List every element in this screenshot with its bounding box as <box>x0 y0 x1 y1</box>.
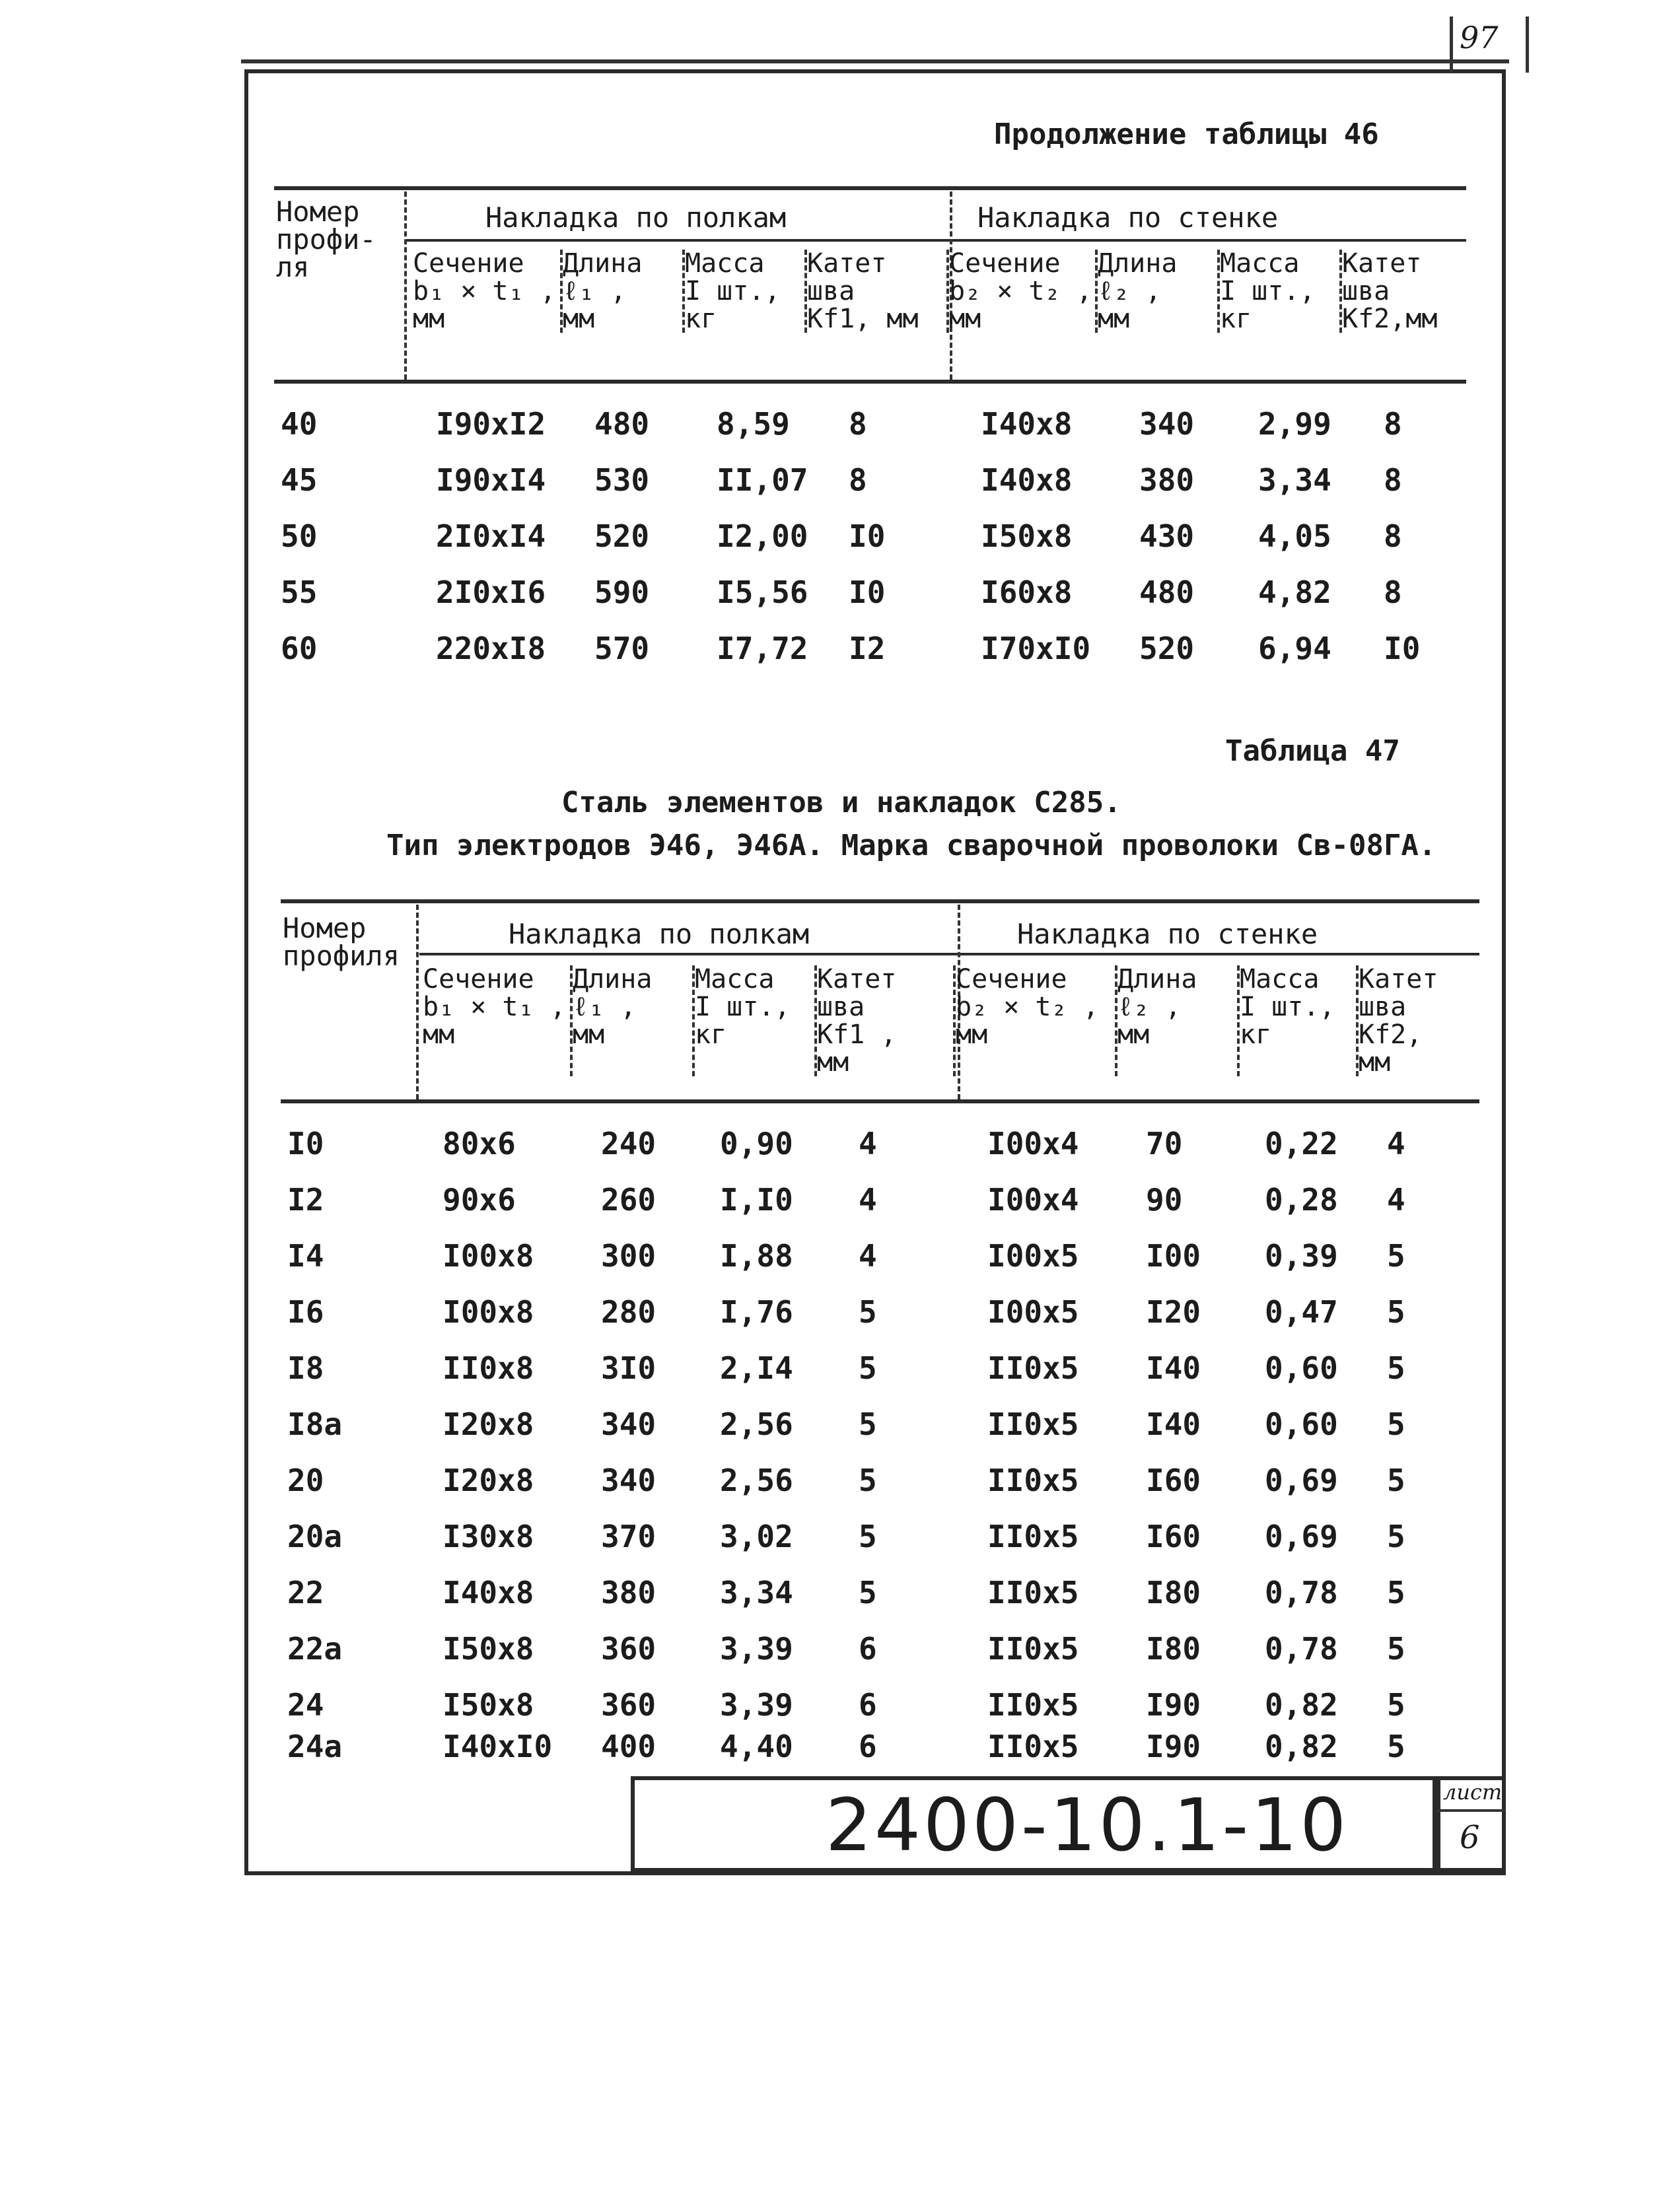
table46-sub-mass2: Масса I шт., кг <box>1220 248 1316 334</box>
table47-row-cell: I90 <box>1146 1729 1201 1764</box>
table46-row-cell: II,07 <box>717 462 808 498</box>
table47-row-cell: 5 <box>1387 1729 1405 1764</box>
sheet-number: 6 <box>1460 1819 1480 1856</box>
table46-row-cell: 480 <box>1139 574 1195 610</box>
table47-row-cell: 5 <box>1387 1519 1405 1554</box>
table47-row-cell: 4 <box>1387 1182 1405 1218</box>
table47-row-cell: I40xI0 <box>443 1729 553 1764</box>
table46-row-cell: 4,82 <box>1258 574 1331 610</box>
table46-row-cell: I60x8 <box>981 574 1073 610</box>
table47-row-cell: 400 <box>601 1729 656 1764</box>
table47-row-cell: II0x5 <box>987 1350 1079 1386</box>
table47-row-cell: 6 <box>859 1729 877 1764</box>
table47-row-cell: 360 <box>601 1687 656 1723</box>
table46-row-cell: 570 <box>594 631 650 666</box>
table46-row-cell: 8 <box>1384 406 1402 442</box>
table47-row-cell: 4,40 <box>720 1729 793 1764</box>
table46-row-cell: I0 <box>849 518 886 554</box>
table47-row-cell: 5 <box>859 1519 877 1554</box>
table46-sub-section1: Сечение b₁ × t₁ , мм <box>413 248 556 334</box>
table47-row-cell: 20a <box>287 1519 343 1554</box>
table47-row-cell: II0x8 <box>443 1350 534 1386</box>
table46-sub-length2: Длина ℓ₂ , мм <box>1098 248 1178 334</box>
table47-row-cell: 0,60 <box>1265 1406 1338 1442</box>
table47-row-cell: I8a <box>287 1406 343 1442</box>
table47-row-cell: 0,82 <box>1265 1729 1338 1764</box>
table46-row-cell: 60 <box>281 631 318 666</box>
table46-row-cell: I5,56 <box>717 574 808 610</box>
table47-row-cell: 0,22 <box>1265 1126 1338 1161</box>
table47-row-cell: 5 <box>1387 1687 1405 1723</box>
document-code: 2400-10.1-10 <box>826 1783 1349 1867</box>
table47-row-cell: I80 <box>1146 1631 1201 1667</box>
sheet-label: лист <box>1443 1780 1503 1805</box>
table47-row-cell: 0,78 <box>1265 1575 1338 1610</box>
table46-row-cell: I90xI4 <box>436 462 546 498</box>
table47-row-cell: 3,39 <box>720 1687 793 1723</box>
table47-row-cell: 70 <box>1146 1126 1183 1161</box>
table47-row-cell: 5 <box>1387 1575 1405 1610</box>
table47-row-cell: I00x8 <box>443 1294 534 1330</box>
table46-row-cell: 8,59 <box>717 406 790 442</box>
table47-row-cell: I80 <box>1146 1575 1201 1610</box>
table47-row-cell: II0x5 <box>987 1519 1079 1554</box>
table47-row-cell: 240 <box>601 1126 656 1161</box>
table46-vsep-0 <box>404 191 407 380</box>
table47-sub-weld1: Катет шва Kf1 , мм <box>817 964 897 1078</box>
table47-row-cell: 3,34 <box>720 1575 793 1610</box>
table47-sub-length2: Длина ℓ₂ , мм <box>1117 964 1197 1050</box>
table47-row-cell: I00x4 <box>987 1182 1079 1218</box>
table46-row-cell: 6,94 <box>1258 631 1331 666</box>
table47-row-cell: 90x6 <box>443 1182 516 1218</box>
table47-row-cell: 0,28 <box>1265 1182 1338 1218</box>
table47-sub-mass2: Масса I шт., кг <box>1240 964 1335 1050</box>
table47-row-cell: I40x8 <box>443 1575 534 1610</box>
table46-row-cell: 2I0xI4 <box>436 518 546 554</box>
table47-row-cell: I00x4 <box>987 1126 1079 1161</box>
table47-row-cell: 5 <box>1387 1238 1405 1274</box>
frame-top-line <box>241 59 1509 63</box>
table47-row-cell: 3,02 <box>720 1519 793 1554</box>
table47-row-cell: I6 <box>287 1294 324 1330</box>
table46-row-cell: I0 <box>849 574 886 610</box>
table47-row-cell: 2,I4 <box>720 1350 793 1386</box>
table47-row-cell: 5 <box>859 1294 877 1330</box>
table47-row-cell: 0,60 <box>1265 1350 1338 1386</box>
table47-row-cell: 20 <box>287 1463 324 1498</box>
table47-sub-mass1: Масса I шт., кг <box>695 964 791 1050</box>
table47-row-cell: I60 <box>1146 1463 1201 1498</box>
table46-row-cell: 50 <box>281 518 318 554</box>
table46-row-cell: 40 <box>281 406 318 442</box>
table47-row-cell: 24a <box>287 1729 343 1764</box>
table47-row-cell: 2,56 <box>720 1406 793 1442</box>
table47-row-cell: I00x5 <box>987 1238 1079 1274</box>
table46-row-cell: I40x8 <box>981 406 1073 442</box>
table47-row-cell: I8 <box>287 1350 324 1386</box>
table46-row-cell: 380 <box>1139 462 1195 498</box>
table46-subheader <box>413 250 1466 333</box>
table47-row-cell: I0 <box>287 1126 324 1161</box>
table47-row-cell: 300 <box>601 1238 656 1274</box>
table46-row-cell: 8 <box>1384 518 1402 554</box>
table46-row-cell: 8 <box>849 406 867 442</box>
table47-row-cell: 0,69 <box>1265 1519 1338 1554</box>
table47-row-cell: I90 <box>1146 1687 1201 1723</box>
table47-row-cell: 4 <box>859 1182 877 1218</box>
table46-header-rule <box>274 380 1466 384</box>
sheet-divider <box>1436 1809 1506 1812</box>
table46-sub-section2: Сечение b₂ × t₂ , мм <box>949 248 1092 334</box>
table47-row-cell: 5 <box>859 1406 877 1442</box>
table47-row-cell: 5 <box>1387 1631 1405 1667</box>
table46-row-cell: I50x8 <box>981 518 1073 554</box>
table47-group-flange: Накладка по полкам <box>509 918 810 950</box>
table47-row-cell: 0,39 <box>1265 1238 1338 1274</box>
table46-row-cell: I2 <box>849 631 886 666</box>
table47-row-cell: 90 <box>1146 1182 1183 1218</box>
table46-top-rule <box>274 186 1466 190</box>
table47-row-cell: 3,39 <box>720 1631 793 1667</box>
table47-row-cell: I40 <box>1146 1406 1201 1442</box>
table47-sub-section2: Сечение b₂ × t₂ , мм <box>956 964 1099 1050</box>
table47-row-cell: 5 <box>1387 1463 1405 1498</box>
table46-col-profile: Номер профи- ля <box>276 195 376 283</box>
table47-row-cell: 360 <box>601 1631 656 1667</box>
table47-row-cell: I20x8 <box>443 1406 534 1442</box>
table47-row-cell: I50x8 <box>443 1687 534 1723</box>
table46-row-cell: 590 <box>594 574 650 610</box>
table46-sub-length1: Длина ℓ₁ , мм <box>563 248 643 334</box>
table46-caption: Продолжение таблицы 46 <box>994 118 1379 151</box>
table47-row-cell: 0,78 <box>1265 1631 1338 1667</box>
table47-row-cell: 4 <box>859 1238 877 1274</box>
table47-row-cell: I60 <box>1146 1519 1201 1554</box>
table47-subheader <box>423 965 1479 1076</box>
table47-group-web: Накладка по стенке <box>1017 918 1318 950</box>
table47-sub-length1: Длина ℓ₁ , мм <box>573 964 653 1050</box>
table47-row-cell: 280 <box>601 1294 656 1330</box>
table47-row-cell: 5 <box>859 1575 877 1610</box>
table47-row-cell: I2 <box>287 1182 324 1218</box>
table46-sub-weld2: Катет шва Kf2,мм <box>1342 248 1438 334</box>
page-number: 97 <box>1460 20 1499 55</box>
table47-row-cell: I,76 <box>720 1294 793 1330</box>
table47-header-rule <box>281 1099 1479 1103</box>
table47-title-line2: Тип электродов Э46, Э46А. Марка сварочной проволоки Св-08ГА. <box>386 829 1436 862</box>
table46-row-cell: 2,99 <box>1258 406 1331 442</box>
table47-row-cell: 370 <box>601 1519 656 1554</box>
table47-row-cell: I30x8 <box>443 1519 534 1554</box>
table47-row-cell: II0x5 <box>987 1463 1079 1498</box>
table46-group-web: Накладка по стенке <box>977 201 1279 234</box>
table46-row-cell: 2I0xI6 <box>436 574 546 610</box>
table46-row-cell: I70xI0 <box>981 631 1091 666</box>
table46-row-cell: 520 <box>594 518 650 554</box>
table47-row-cell: I,I0 <box>720 1182 793 1218</box>
table47-row-cell: 3I0 <box>601 1350 656 1386</box>
table47-row-cell: 5 <box>859 1463 877 1498</box>
table47-row-cell: 0,69 <box>1265 1463 1338 1498</box>
table47-row-cell: 80x6 <box>443 1126 516 1161</box>
table47-row-cell: 24 <box>287 1687 324 1723</box>
table46-group-flange: Накладка по полкам <box>485 201 787 234</box>
table47-row-cell: I20x8 <box>443 1463 534 1498</box>
table47-row-cell: 5 <box>859 1350 877 1386</box>
table46-group-rule <box>406 239 1466 242</box>
table47-row-cell: 4 <box>1387 1126 1405 1161</box>
table47-row-cell: I,88 <box>720 1238 793 1274</box>
table47-row-cell: I40 <box>1146 1350 1201 1386</box>
table46-row-cell: 340 <box>1139 406 1195 442</box>
table46-sub-mass1: Масса I шт., кг <box>685 248 781 334</box>
table47-row-cell: II0x5 <box>987 1575 1079 1610</box>
table47-row-cell: I4 <box>287 1238 324 1274</box>
table47-row-cell: 380 <box>601 1575 656 1610</box>
table47-row-cell: I00 <box>1146 1238 1201 1274</box>
table47-row-cell: II0x5 <box>987 1406 1079 1442</box>
table46-row-cell: 480 <box>594 406 650 442</box>
table46-row-cell: 520 <box>1139 631 1195 666</box>
table46-row-cell: 8 <box>1384 462 1402 498</box>
table46-row-cell: 220xI8 <box>436 631 546 666</box>
table47-row-cell: 340 <box>601 1463 656 1498</box>
table47-title-line1: Сталь элементов и накладок С285. <box>561 786 1121 819</box>
table46-row-cell: 3,34 <box>1258 462 1331 498</box>
table46-row-cell: 45 <box>281 462 318 498</box>
table47-label: Таблица 47 <box>1225 734 1400 768</box>
table46-row-cell: 55 <box>281 574 318 610</box>
table46-row-cell: I0 <box>1384 631 1421 666</box>
table46-row-cell: 530 <box>594 462 650 498</box>
table47-row-cell: I20 <box>1146 1294 1201 1330</box>
table47-row-cell: 6 <box>859 1631 877 1667</box>
table46-row-cell: 4,05 <box>1258 518 1331 554</box>
table47-row-cell: 22a <box>287 1631 343 1667</box>
table47-top-rule <box>281 899 1479 903</box>
table47-row-cell: II0x5 <box>987 1687 1079 1723</box>
table47-row-cell: 340 <box>601 1406 656 1442</box>
table47-row-cell: 22 <box>287 1575 324 1610</box>
table47-row-cell: 0,90 <box>720 1126 793 1161</box>
table47-row-cell: 260 <box>601 1182 656 1218</box>
table47-row-cell: 5 <box>1387 1350 1405 1386</box>
table47-col-profile: Номер профиля <box>283 912 400 972</box>
table46-row-cell: 430 <box>1139 518 1195 554</box>
table47-row-cell: 5 <box>1387 1406 1405 1442</box>
table46-row-cell: 8 <box>849 462 867 498</box>
table47-row-cell: 4 <box>859 1126 877 1161</box>
table47-row-cell: 0,47 <box>1265 1294 1338 1330</box>
table47-group-rule <box>419 953 1479 955</box>
table47-row-cell: 6 <box>859 1687 877 1723</box>
table47-row-cell: I50x8 <box>443 1631 534 1667</box>
table47-row-cell: II0x5 <box>987 1631 1079 1667</box>
table46-row-cell: I40x8 <box>981 462 1073 498</box>
table47-row-cell: 5 <box>1387 1294 1405 1330</box>
table47-row-cell: II0x5 <box>987 1729 1079 1764</box>
table46-row-cell: 8 <box>1384 574 1402 610</box>
table46-row-cell: I2,00 <box>717 518 808 554</box>
table47-vsep-0 <box>416 905 419 1099</box>
table47-row-cell: 2,56 <box>720 1463 793 1498</box>
table47-row-cell: I00x8 <box>443 1238 534 1274</box>
table47-sub-section1: Сечение b₁ × t₁ , мм <box>423 964 566 1050</box>
table47-sub-weld2: Катет шва Kf2, мм <box>1359 964 1438 1078</box>
table46-row-cell: I90xI2 <box>436 406 546 442</box>
table46-row-cell: I7,72 <box>717 631 808 666</box>
table46-sub-weld1: Катет шва Kf1, мм <box>807 248 919 334</box>
table47-row-cell: I00x5 <box>987 1294 1079 1330</box>
table47-row-cell: 0,82 <box>1265 1687 1338 1723</box>
